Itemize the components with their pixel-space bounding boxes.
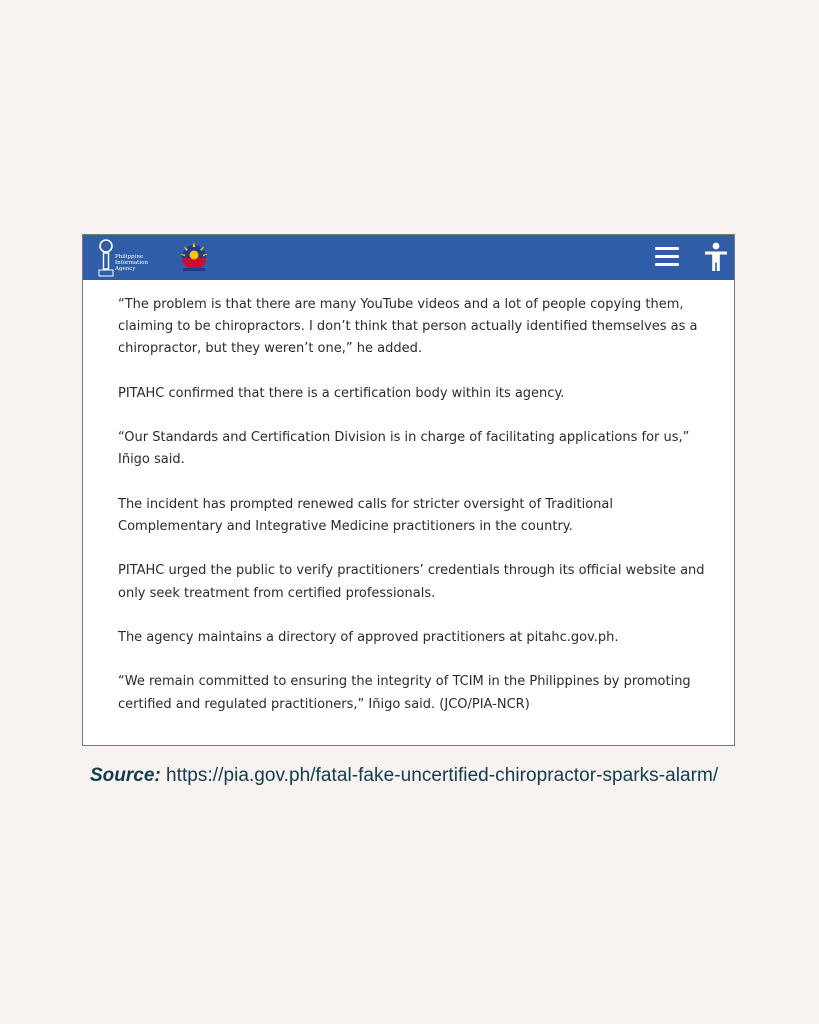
- article-paragraph: “We remain committed to ensuring the integrity of TCIM in the Philippines by promoting certified and regulated practitioners,” Iñigo said. (JCO/PIA-NCR): [118, 674, 691, 712]
- site-header-bar: [83, 235, 734, 280]
- article-paragraph: “The problem is that there are many YouTube videos and a lot of people copying them, claiming to be chiropractors. I don’t think that person actually identified themselves as a chiropractor, but they weren’t one,” he added.: [118, 297, 698, 357]
- pia-mark-icon: [98, 239, 114, 277]
- article-paragraph: “Our Standards and Certification Division is in charge of facilitating applications for us,” Iñigo said.: [118, 430, 690, 468]
- article-paragraph: The agency maintains a directory of approved practitioners at pitahc.gov.ph.: [118, 629, 619, 645]
- brand-line: Agency: [115, 266, 136, 273]
- article-card: [82, 234, 735, 746]
- accessibility-person-icon[interactable]: [702, 241, 730, 273]
- brand-line: Philippine: [115, 254, 144, 260]
- pia-wordmark: [115, 254, 148, 273]
- article-paragraph: PITAHC confirmed that there is a certification body within its agency.: [118, 385, 565, 401]
- article-body: [118, 294, 713, 716]
- article-paragraph: The incident has prompted renewed calls for stricter oversight of Traditional Complementary and Integrative Medicine practitioners in the country.: [118, 496, 613, 534]
- bagong-pilipinas-logo-icon: [178, 241, 210, 274]
- source-label: Source:: [90, 765, 161, 786]
- brand-line: Information: [115, 260, 149, 267]
- source-citation: [90, 765, 718, 787]
- article-paragraph: PITAHC urged the public to verify practitioners’ credentials through its official website and only seek treatment from certified professionals.: [118, 563, 705, 601]
- hamburger-menu-icon[interactable]: [655, 245, 681, 269]
- source-url-link[interactable]: https://pia.gov.ph/fatal-fake-uncertified-chiropractor-sparks-alarm/: [166, 765, 719, 786]
- pia-logo[interactable]: [98, 239, 158, 277]
